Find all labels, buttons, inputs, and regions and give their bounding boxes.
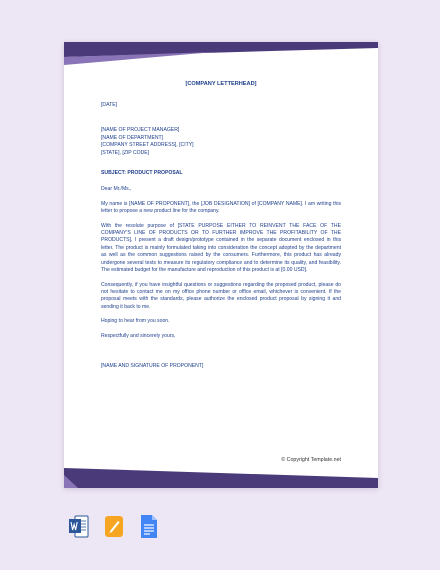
body-paragraph: My name is [NAME OF PROPONENT], the [JOB DESIGNATION] of [COMPANY NAME]. I am writing this letter to propose a new product line for the company.: [101, 200, 341, 215]
recipient-line: [NAME OF DEPARTMENT]: [101, 134, 164, 141]
header-decoration: [64, 42, 378, 66]
recipient-address: [101, 127, 341, 157]
footer-decoration: [64, 466, 378, 488]
copyright-notice: © Copyright Template.net: [281, 457, 341, 463]
company-letterhead: [COMPANY LETTERHEAD]: [185, 81, 257, 87]
recipient-line: [COMPANY STREET ADDRESS], [CITY]: [101, 142, 194, 149]
salutation: Dear Mr./Ms.,: [101, 186, 132, 193]
body-paragraph: Hoping to hear from you soon.: [101, 318, 170, 325]
google-docs-icon[interactable]: [139, 514, 159, 539]
letter-page: [64, 42, 378, 488]
body-paragraph: Consequently, if you have insightful questions or suggestions regarding the proposed product, please do not hesitate to contact me on my office phone number or office email, whichever is convenient. If the proposal meets with the standards, please authorize the enclosed product proposal by signing it and sending it back to me.: [101, 281, 341, 310]
subject-line: SUBJECT: PRODUCT PROPOSAL: [101, 170, 183, 177]
word-icon[interactable]: [69, 514, 89, 539]
letter-body: [101, 102, 341, 370]
signature-line: [NAME AND SIGNATURE OF PROPONENT]: [101, 362, 204, 369]
recipient-line: [STATE], [ZIP CODE]: [101, 149, 150, 156]
body-paragraph: With the resolute purpose of [STATE PURPOSE EITHER TO REINVENT THE FACE OF THE COMPANY'S LINE OF PRODUCTS OR TO FURTHER IMPROVE THE PROFITABILITY OF THE PRODUCTS], I present a draft design/prototype contained in the separate document enclosed in this letter. The product is mainly formulated taking into consideration the concept adopted by the department as well as the common suggestions raised by the consumers. Furthermore, this product has already undergone several tests to measure its regulatory compliance and to determine its quality, and feasibility. The estimated budget for the manufacture and reproduction of this product is at [0.00 USD].: [101, 222, 341, 274]
recipient-line: [NAME OF PROJECT MANAGER]: [101, 127, 180, 134]
letter-date: [DATE]: [101, 102, 118, 108]
app-format-icons: [69, 514, 159, 539]
pages-icon[interactable]: [104, 514, 124, 539]
closing: Respectfully and sincerely yours,: [101, 332, 176, 339]
